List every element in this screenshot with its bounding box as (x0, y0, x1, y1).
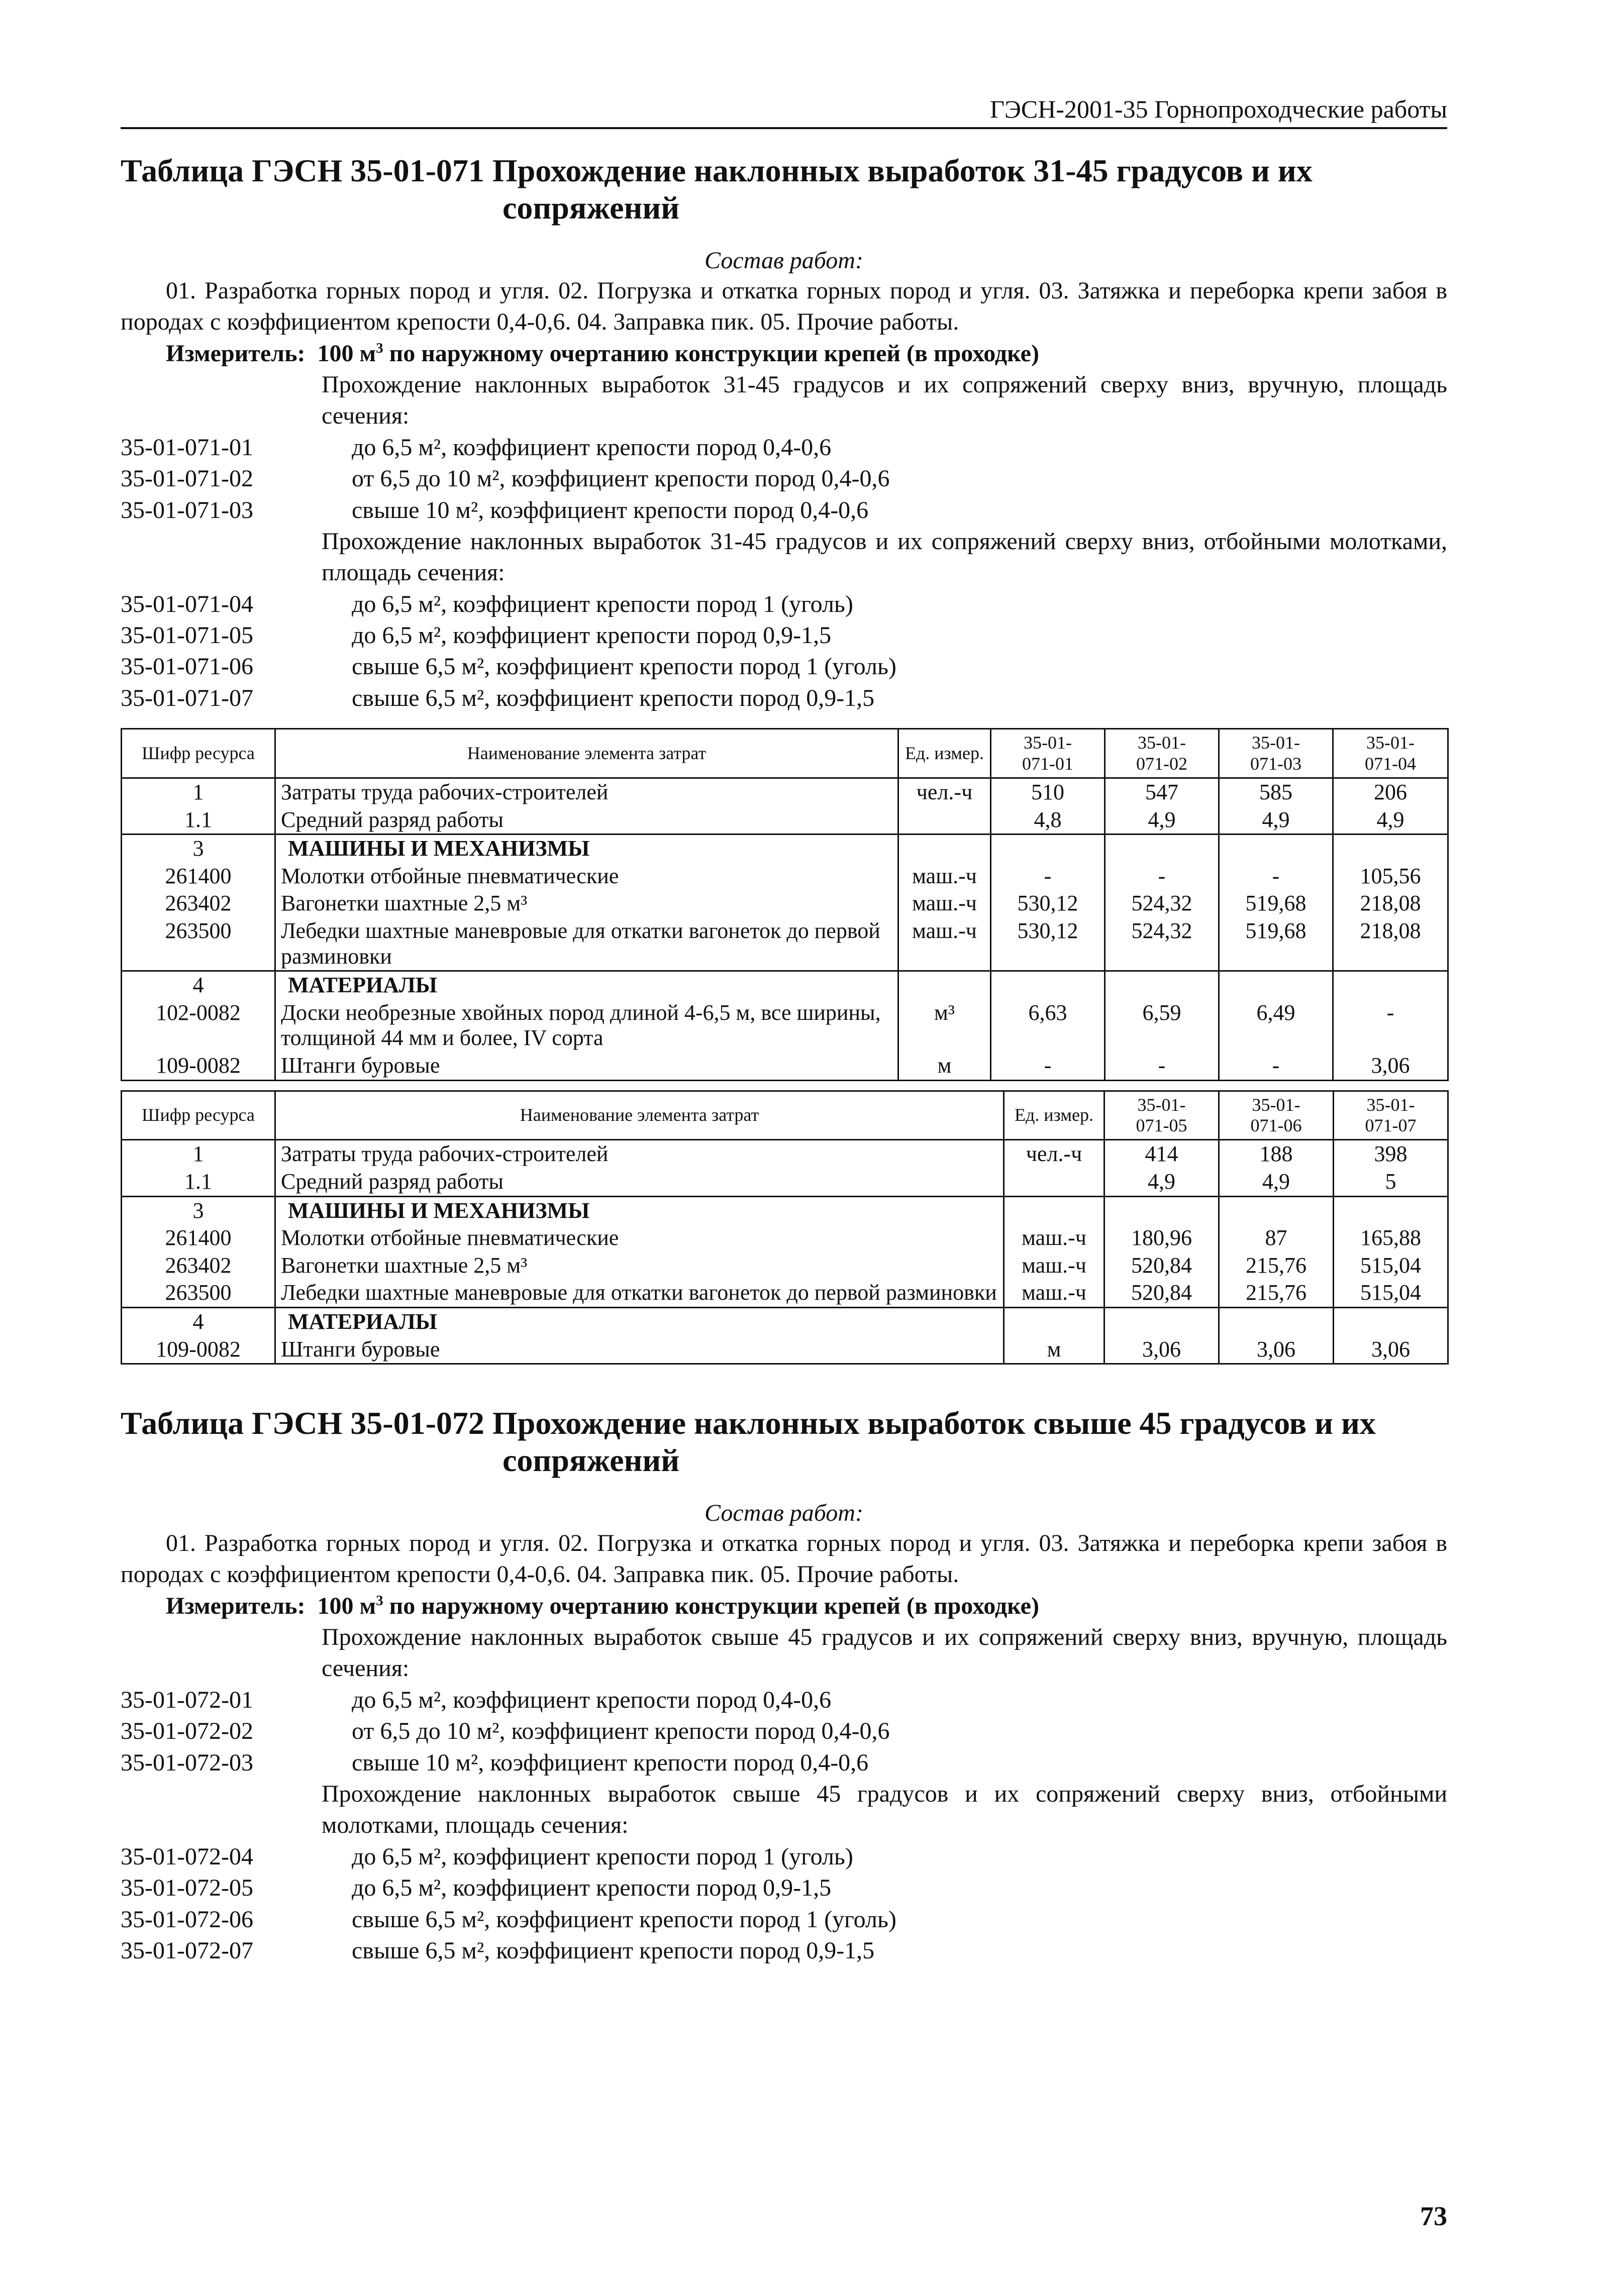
resource-name: Средний разряд работы (275, 806, 898, 834)
code-list (121, 589, 1447, 714)
resource-code: 4 (122, 1307, 275, 1335)
resource-code: 261400 (122, 863, 275, 890)
value-cell (1334, 1307, 1448, 1335)
value-cell: 4,9 (1104, 1168, 1219, 1196)
value-cell: 3,06 (1333, 1052, 1448, 1080)
value-cell (1219, 1307, 1334, 1335)
unit-cell: чел.-ч (898, 778, 991, 806)
column-header: Наименование элемента затрат (275, 729, 898, 778)
resource-name: Вагонетки шахтные 2,5 м³ (275, 1252, 1004, 1280)
item-code: 35-01-072-04 (121, 1843, 253, 1870)
value-cell: - (991, 863, 1105, 890)
resource-table-a (121, 728, 1449, 1081)
unit-cell (898, 806, 991, 834)
group-description: Прохождение наклонных выработок свыше 45 градусов и их сопряжений сверху вниз, вручную, площадь сечения: (322, 1624, 1447, 1682)
item-code: 35-01-071-03 (121, 496, 253, 524)
value-cell: 519,68 (1219, 890, 1333, 917)
running-header: ГЭСН-2001-35 Горнопроходческие работы (121, 95, 1447, 129)
value-cell: 4,9 (1219, 1168, 1334, 1196)
value-cell (1105, 834, 1219, 863)
resource-code: 1 (122, 1140, 275, 1168)
code-item (121, 1935, 1447, 1966)
item-description: свыше 6,5 м², коэффициент крепости пород 1 (уголь) (352, 1906, 896, 1933)
value-cell: 414 (1104, 1140, 1219, 1168)
table-row (122, 1307, 1448, 1335)
group-description: Прохождение наклонных выработок 31-45 градусов и их сопряжений сверху вниз, отбойными молотками, площадь сечения: (322, 528, 1447, 586)
value-cell: 218,08 (1333, 917, 1448, 971)
unit-cell: м (1004, 1336, 1104, 1364)
resource-name: Штанги буровые (275, 1336, 1004, 1364)
unit-cell: маш.-ч (1004, 1224, 1104, 1252)
item-description: до 6,5 м², коэффициент крепости пород 0,9-1,5 (352, 622, 832, 649)
unit-label: Измеритель: (166, 340, 306, 367)
column-header: Наименование элемента затрат (275, 1091, 1004, 1140)
value-cell (991, 834, 1105, 863)
resource-code: 263500 (122, 917, 275, 971)
resource-name: Молотки отбойные пневматические (275, 1224, 1004, 1252)
unit-label: Измеритель: (166, 1592, 306, 1619)
table-row (122, 971, 1448, 999)
column-header: 35-01- 071-05 (1104, 1091, 1219, 1140)
resource-name: Затраты труда рабочих-строителей (275, 1140, 1004, 1168)
table-row (122, 778, 1448, 806)
value-cell: 585 (1219, 778, 1333, 806)
table-row (122, 1196, 1448, 1224)
unit-cell: маш.-ч (898, 890, 991, 917)
composition-text: 01. Разработка горных пород и угля. 02. Погрузка и откатка горных пород и угля. 03. Затяжка и переборка крепи забоя в породах с коэффициентом крепости 0,4-0,6. 04. Заправка пик. 05. Прочие работы. (121, 277, 1447, 336)
resource-code: 261400 (122, 1224, 275, 1252)
value-cell: 520,84 (1104, 1252, 1219, 1280)
code-list (121, 432, 1447, 526)
code-item (121, 1904, 1447, 1935)
value-cell (1104, 1196, 1219, 1224)
title-line-2: сопряжений (503, 189, 680, 226)
item-description: свыше 10 м², коэффициент крепости пород 0,4-0,6 (352, 1749, 869, 1776)
resource-name: Вагонетки шахтные 2,5 м³ (275, 890, 898, 917)
resource-name: Молотки отбойные пневматические (275, 863, 898, 890)
table-row (122, 1252, 1448, 1280)
code-item (121, 432, 1447, 463)
value-cell: 515,04 (1334, 1252, 1448, 1280)
column-header: 35-01- 071-02 (1105, 729, 1219, 778)
value-cell: 524,32 (1105, 890, 1219, 917)
table-row (122, 1140, 1448, 1168)
value-cell: - (1105, 863, 1219, 890)
resource-name: МАТЕРИАЛЫ (275, 971, 898, 999)
value-cell: - (991, 1052, 1105, 1080)
code-list (121, 1841, 1447, 1967)
item-code: 35-01-071-07 (121, 684, 253, 711)
item-description: до 6,5 м², коэффициент крепости пород 1 (уголь) (352, 1843, 853, 1870)
unit-cell (1004, 1168, 1104, 1196)
resource-name: Доски необрезные хвойных пород длиной 4-6,5 м, все ширины, толщиной 44 мм и более, IV сорта (275, 999, 898, 1052)
value-cell: 206 (1333, 778, 1448, 806)
value-cell: 4,9 (1105, 806, 1219, 834)
value-cell: 6,49 (1219, 999, 1333, 1052)
code-list (121, 1685, 1447, 1779)
value-cell: - (1219, 863, 1333, 890)
value-cell: 6,63 (991, 999, 1105, 1052)
document-page (121, 95, 1447, 1966)
table-row (122, 890, 1448, 917)
unit-cell (1004, 1307, 1104, 1335)
value-cell (991, 971, 1105, 999)
resource-code: 109-0082 (122, 1052, 275, 1080)
resource-code: 3 (122, 1196, 275, 1224)
resource-code: 4 (122, 971, 275, 999)
table-row (122, 1052, 1448, 1080)
value-cell: 4,9 (1333, 806, 1448, 834)
value-cell: 520,84 (1104, 1279, 1219, 1307)
resource-code: 102-0082 (122, 999, 275, 1052)
title-line-1: Таблица ГЭСН 35-01-072 Прохождение наклонных выработок свыше 45 градусов и их (121, 1405, 1376, 1441)
title-line-1: Таблица ГЭСН 35-01-071 Прохождение наклонных выработок 31-45 градусов и их (121, 153, 1313, 188)
value-cell: 87 (1219, 1224, 1334, 1252)
code-item (121, 620, 1447, 651)
value-cell: 165,88 (1334, 1224, 1448, 1252)
code-item (121, 1747, 1447, 1779)
value-cell: 215,76 (1219, 1252, 1334, 1280)
code-item (121, 1685, 1447, 1716)
value-cell: 3,06 (1334, 1336, 1448, 1364)
unit-cell: маш.-ч (898, 863, 991, 890)
code-item (121, 589, 1447, 620)
item-code: 35-01-071-02 (121, 465, 253, 492)
value-cell (1334, 1196, 1448, 1224)
unit-line (121, 1591, 1447, 1622)
unit-line (121, 338, 1447, 369)
unit-cell: чел.-ч (1004, 1140, 1104, 1168)
item-code: 35-01-071-04 (121, 590, 253, 617)
column-header: Шифр ресурса (122, 729, 275, 778)
resource-code: 263402 (122, 890, 275, 917)
resource-name: МАШИНЫ И МЕХАНИЗМЫ (275, 834, 898, 863)
resource-name: Средний разряд работы (275, 1168, 1004, 1196)
item-code: 35-01-072-06 (121, 1906, 253, 1933)
column-header: 35-01- 071-03 (1219, 729, 1333, 778)
code-item (121, 651, 1447, 682)
value-cell: - (1333, 999, 1448, 1052)
item-description: до 6,5 м², коэффициент крепости пород 0,9-1,5 (352, 1874, 832, 1902)
composition-text: 01. Разработка горных пород и угля. 02. Погрузка и откатка горных пород и угля. 03. Затяжка и переборка крепи забоя в породах с коэффициентом крепости 0,4-0,6. 04. Заправка пик. 05. Прочие работы. (121, 1529, 1447, 1588)
value-cell: 215,76 (1219, 1279, 1334, 1307)
column-header: 35-01- 071-01 (991, 729, 1105, 778)
code-item (121, 495, 1447, 526)
code-item (121, 1841, 1447, 1872)
table-row (122, 1336, 1448, 1364)
item-description: свыше 10 м², коэффициент крепости пород 0,4-0,6 (352, 496, 869, 524)
composition-heading: Состав работ: (705, 247, 863, 274)
value-cell (1219, 1196, 1334, 1224)
resource-name: Штанги буровые (275, 1052, 898, 1080)
column-header: Шифр ресурса (122, 1091, 275, 1140)
table-row (122, 999, 1448, 1052)
value-cell: 105,56 (1333, 863, 1448, 890)
item-description: до 6,5 м², коэффициент крепости пород 1 (уголь) (352, 590, 853, 617)
table-title-071 (121, 152, 1447, 226)
resource-code: 263402 (122, 1252, 275, 1280)
unit-value: 100 $м^3$ по наружному очертанию конструкции крепей (в проходке) (317, 340, 1039, 367)
table-title-072 (121, 1405, 1447, 1479)
table-row (122, 917, 1448, 971)
value-cell: 398 (1334, 1140, 1448, 1168)
value-cell: 4,9 (1219, 806, 1333, 834)
value-cell: 519,68 (1219, 917, 1333, 971)
value-cell: 218,08 (1333, 890, 1448, 917)
unit-cell (898, 971, 991, 999)
value-cell: - (1219, 1052, 1333, 1080)
item-description: свыше 6,5 м², коэффициент крепости пород 0,9-1,5 (352, 1937, 875, 1964)
composition-heading: Состав работ: (705, 1500, 863, 1527)
value-cell (1219, 834, 1333, 863)
unit-cell (1004, 1196, 1104, 1224)
item-code: 35-01-071-05 (121, 622, 253, 649)
code-item (121, 463, 1447, 494)
resource-name: Лебедки шахтные маневровые для откатки вагонеток до первой разминовки (275, 1279, 1004, 1307)
resource-code: 3 (122, 834, 275, 863)
table-row (122, 1279, 1448, 1307)
resource-name: МАШИНЫ И МЕХАНИЗМЫ (275, 1196, 1004, 1224)
value-cell: 188 (1219, 1140, 1334, 1168)
table-row (122, 834, 1448, 863)
value-cell: 4,8 (991, 806, 1105, 834)
item-description: от 6,5 до 10 м², коэффициент крепости пород 0,4-0,6 (352, 465, 890, 492)
value-cell (1219, 971, 1333, 999)
resource-code: 109-0082 (122, 1336, 275, 1364)
value-cell (1104, 1307, 1219, 1335)
resource-code: 1 (122, 778, 275, 806)
unit-cell: маш.-ч (1004, 1279, 1104, 1307)
value-cell (1105, 971, 1219, 999)
unit-cell: маш.-ч (898, 917, 991, 971)
table-row (122, 806, 1448, 834)
item-code: 35-01-072-02 (121, 1718, 253, 1745)
value-cell: - (1105, 1052, 1219, 1080)
value-cell: 5 (1334, 1168, 1448, 1196)
table-row (122, 1224, 1448, 1252)
table-row (122, 1168, 1448, 1196)
resource-name: МАТЕРИАЛЫ (275, 1307, 1004, 1335)
resource-code: 1.1 (122, 1168, 275, 1196)
code-item (121, 1872, 1447, 1904)
table-row (122, 863, 1448, 890)
item-description: свыше 6,5 м², коэффициент крепости пород 1 (уголь) (352, 653, 896, 680)
column-header: 35-01- 071-06 (1219, 1091, 1334, 1140)
value-cell: 524,32 (1105, 917, 1219, 971)
resource-name: Лебедки шахтные маневровые для откатки вагонеток до первой разминовки (275, 917, 898, 971)
item-code: 35-01-071-06 (121, 653, 253, 680)
value-cell: 510 (991, 778, 1105, 806)
column-header: Ед. измер. (1004, 1091, 1104, 1140)
resource-code: 1.1 (122, 806, 275, 834)
unit-value: 100 $м^3$ по наружному очертанию конструкции крепей (в проходке) (317, 1592, 1039, 1619)
unit-cell (898, 834, 991, 863)
item-code: 35-01-072-07 (121, 1937, 253, 1964)
item-code: 35-01-072-01 (121, 1686, 253, 1713)
page-number: 73 (1420, 2201, 1447, 2231)
value-cell: 3,06 (1219, 1336, 1334, 1364)
unit-cell: м³ (898, 999, 991, 1052)
resource-name: Затраты труда рабочих-строителей (275, 778, 898, 806)
item-description: от 6,5 до 10 м², коэффициент крепости пород 0,4-0,6 (352, 1718, 890, 1745)
column-header: Ед. измер. (898, 729, 991, 778)
value-cell: 547 (1105, 778, 1219, 806)
group-description: Прохождение наклонных выработок свыше 45 градусов и их сопряжений сверху вниз, отбойными молотками, площадь сечения: (322, 1781, 1447, 1839)
unit-cell: м (898, 1052, 991, 1080)
item-code: 35-01-072-05 (121, 1874, 253, 1902)
value-cell: 530,12 (991, 917, 1105, 971)
value-cell (1333, 834, 1448, 863)
code-item (121, 683, 1447, 714)
value-cell: 3,06 (1104, 1336, 1219, 1364)
value-cell: 180,96 (1104, 1224, 1219, 1252)
column-header: 35-01- 071-04 (1333, 729, 1448, 778)
resource-code: 263500 (122, 1279, 275, 1307)
resource-table-b (121, 1090, 1449, 1365)
code-item (121, 1716, 1447, 1747)
value-cell: 515,04 (1334, 1279, 1448, 1307)
column-header: 35-01- 071-07 (1334, 1091, 1448, 1140)
item-code: 35-01-071-01 (121, 434, 253, 461)
unit-cell: маш.-ч (1004, 1252, 1104, 1280)
value-cell: 530,12 (991, 890, 1105, 917)
value-cell: 6,59 (1105, 999, 1219, 1052)
title-line-2: сопряжений (503, 1442, 680, 1478)
item-description: до 6,5 м², коэффициент крепости пород 0,4-0,6 (352, 1686, 832, 1713)
item-description: свыше 6,5 м², коэффициент крепости пород 0,9-1,5 (352, 684, 875, 711)
group-description: Прохождение наклонных выработок 31-45 градусов и их сопряжений сверху вниз, вручную, площадь сечения: (322, 371, 1447, 430)
value-cell (1333, 971, 1448, 999)
item-code: 35-01-072-03 (121, 1749, 253, 1776)
item-description: до 6,5 м², коэффициент крепости пород 0,4-0,6 (352, 434, 832, 461)
